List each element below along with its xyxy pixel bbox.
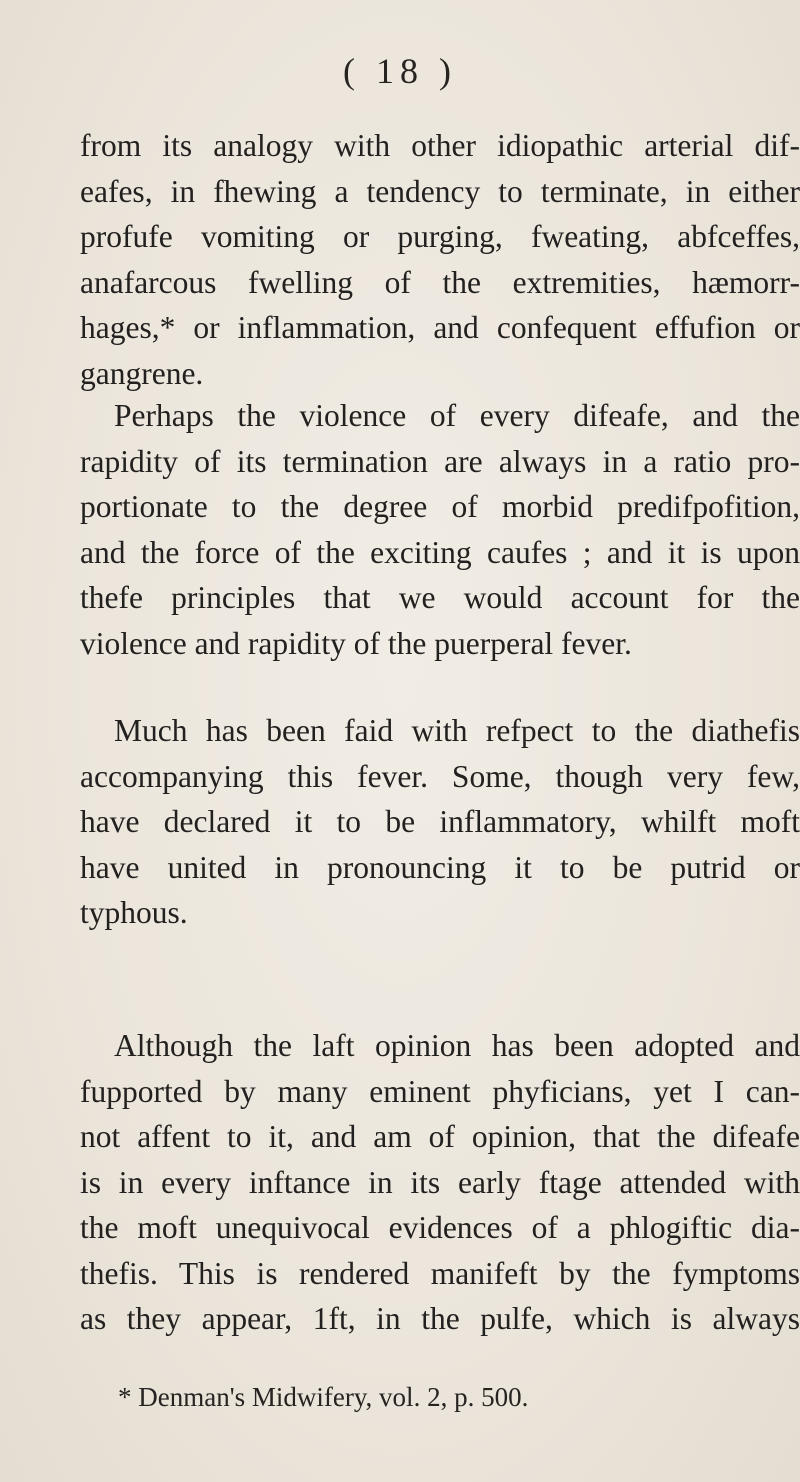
text-line: violence and rapidity of the puerperal fever.	[80, 625, 632, 661]
page-number: ( 18 )	[343, 51, 457, 91]
paragraph-3	[80, 708, 800, 936]
text-line: profufe vomiting or purging, fweating, abfceffes,	[80, 219, 800, 254]
footnote: * Denman's Midwifery, vol. 2, p. 500.	[118, 1382, 529, 1412]
text-line: thefis. This is rendered manifeft by the fymptoms	[80, 1255, 800, 1291]
text-line: and the force of the exciting caufes ; and it is upon	[80, 534, 800, 570]
text-line: is in every inftance in its early ftage attended with	[80, 1164, 800, 1200]
text-line: not affent to it, and am of opinion, that the difeafe	[80, 1119, 800, 1154]
text-line: rapidity of its termination are always in a ratio pro-	[80, 443, 800, 479]
text-line: fupported by many eminent phyficians, yet I can-	[80, 1073, 800, 1109]
text-line: thefe principles that we would account for the	[80, 580, 800, 615]
paragraph-4	[80, 1023, 800, 1342]
paragraph-2	[80, 393, 800, 666]
text-line: as they appear, 1ft, in the pulfe, which is always	[80, 1301, 800, 1336]
text-line: the moft unequivocal evidences of a phlogiftic dia-	[80, 1210, 800, 1245]
text-line: Although the laft opinion has been adopted and	[114, 1028, 800, 1063]
text-line: Much has been faid with refpect to the diathefis	[114, 713, 800, 748]
text-line: gangrene.	[80, 355, 204, 391]
text-line: typhous.	[80, 895, 188, 930]
text-line: eafes, in fhewing a tendency to terminate, in either	[80, 173, 800, 209]
text-line: have declared it to be inflammatory, whilft moft	[80, 804, 800, 839]
text-line: accompanying this fever. Some, though very few,	[80, 758, 800, 794]
text-line: anafarcous fwelling of the extremities, hæmorr-	[80, 264, 800, 300]
text-line: have united in pronouncing it to be putrid or	[80, 849, 800, 885]
text-line: portionate to the degree of morbid predifpofition,	[80, 489, 800, 524]
text-line: Perhaps the violence of every difeafe, and the	[114, 398, 800, 433]
text-line: from its analogy with other idiopathic arterial dif-	[80, 128, 800, 163]
text-line: hages,* or inflammation, and confequent effufion or	[80, 310, 800, 345]
paragraph-1	[80, 123, 800, 396]
